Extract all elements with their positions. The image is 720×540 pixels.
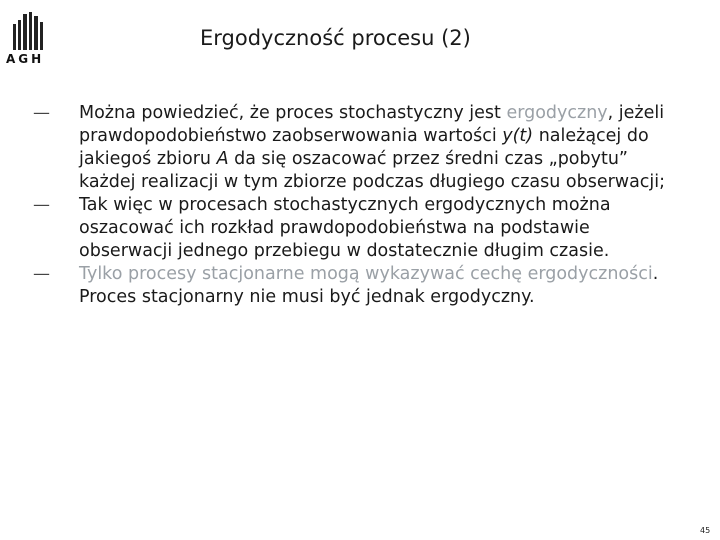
bullet-text-run: ergodyczny (506, 103, 608, 123)
bullet-dash: — (33, 264, 50, 284)
bullet-text-run: da się oszacować przez średni czas „pobytu” każdej realizacji w tym zbiorze podczas długiego czasu obserwacji; (79, 149, 666, 192)
bullet-text-run: . Proces stacjonarny nie musi być jednak ergodyczny. (79, 264, 659, 307)
page-number: 45 (700, 526, 711, 535)
bullet-text-run: y(t) (502, 126, 534, 146)
bullet-text-run: , jeżeli prawdopodobieństwo zaobserwowania wartości (79, 103, 665, 146)
bullet-text-run: Tak więc w procesach stochastycznych ergodycznych można oszacować ich rozkład prawdopodobieństwa na podstawie obserwacji jednego przebiegu w dostatecznie długim czasie. (79, 195, 611, 261)
bullet-item (28, 263, 688, 309)
bullet-dash: — (33, 103, 50, 123)
agh-logo (12, 12, 46, 78)
bullet-list (28, 102, 688, 309)
bullet-text-run: Można powiedzieć, że proces stochastyczny jest (79, 103, 507, 123)
logo-text: AGH (6, 52, 45, 66)
bullet-text-run: A (216, 149, 229, 169)
bullet-item (28, 194, 688, 263)
bullet-text-run: Tylko procesy stacjonarne mogą wykazywać cechę ergodyczności (79, 264, 653, 284)
slide-title: Ergodyczność procesu (2) (200, 26, 471, 50)
bullet-dash: — (33, 195, 50, 215)
bullet-item (28, 102, 688, 194)
bullet-text-run: należącej do jakiegoś zbioru (79, 126, 649, 169)
